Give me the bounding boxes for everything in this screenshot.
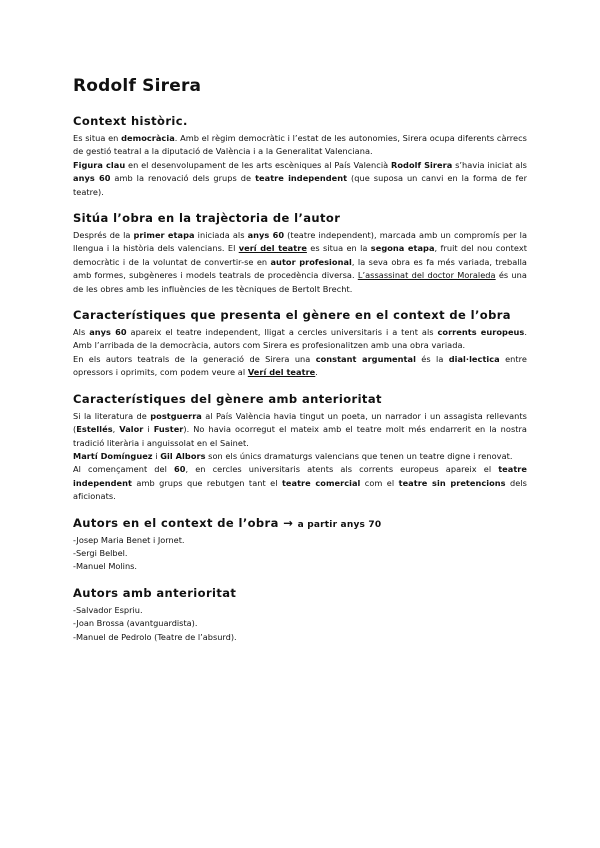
paragraph: Després de la primer etapa iniciada als anys 60 (teatre independent), marcada amb un compromís per la llengua i la història dels valencians. El verí del teatre es situa en la segona etapa, fruit del nou context democràtic i de la voluntat de convertir-se en autor profesional, la seva obra es fa més variada, treballa amb formes, subgèneres i models teatrals de procedència diversa. L’assassinat del doctor Moraleda és una de les obres amb les influències de les tècniques de Bertolt Brecht. [73,230,528,294]
paragraph: En els autors teatrals de la generació de Sirera una constant argumental és la dial·lectica entre opressors i oprimits, com podem veure al Verí del teatre. [73,353,527,378]
list-item: -Joan Brossa (avantguardista). [73,618,198,629]
list-item: -Josep Maria Benet i Jornet. [73,534,185,545]
paragraph: Als anys 60 apareix el teatre independent, lligat a cercles universitaris i a tent als corrents europeus. Amb l’arribada de la democràcia, autors com Sirera es profesionalitzen amb una obra variada. [73,327,527,351]
section-autors-anterioritat [73,586,527,644]
section-caracteristiques-anterioritat [73,392,527,504]
section-caracteristiques-context [73,308,527,380]
list-item: -Sergi Belbel. [73,547,128,558]
paragraph: Es situa en democràcia. Amb el règim democràtic i l’estat de les autonomies, Sirera ocupa diferents càrrecs de gestió teatral a la diputació de València i a la Generalitat Valenciana. [73,133,528,157]
section-heading: Autors en el context de l’obra → a partir anys 70 [73,515,382,530]
paragraph: Figura clau en el desenvolupament de les arts escèniques al País Valencià Rodolf Sirera s’havia iniciat als anys 60 amb la renovació dels grups de teatre independent (que suposa un canvi en la forma de fer teatre). [73,159,527,197]
section-heading: Autors amb anterioritat [73,585,237,600]
section-heading: Característiques que presenta el gènere en el context de l’obra [73,308,511,323]
document-title: Rodolf Sirera [73,76,202,96]
section-heading: Característiques del gènere amb anterioritat [73,391,382,406]
arrow-right-icon: → [283,515,294,530]
list-item: -Manuel Molins. [73,561,138,572]
section-heading: Context històric. [73,114,188,128]
list-item: -Manuel de Pedrolo (Teatre de l’absurd). [73,631,237,642]
section-autors-context [73,516,527,574]
paragraph: Al començament del 60, en cercles universitaris atents als corrents europeus apareix el teatre independent amb grups que rebutgen tant el teatre comercial com el teatre sin pretencions dels aficionats. [73,464,527,502]
paragraph: Martí Domínguez i Gil Albors son els únics dramaturgs valencians que tenen un teatre digne i renovat. [73,450,513,461]
section-trajectoria [73,211,527,296]
section-heading: Sitúa l’obra en la trajèctoria de l’autor [73,211,341,226]
section-context-historic [73,114,527,199]
paragraph: Si la literatura de postguerra al País València havia tingut un poeta, un narrador i un assagista rellevants (Estellés, Valor i Fuster). No havia ocorregut el mateix amb el teatre molt més endarrerit en la nostra tradició literària i anguissolat en el Sainet. [73,410,527,448]
list-item: -Salvador Espriu. [73,604,143,615]
